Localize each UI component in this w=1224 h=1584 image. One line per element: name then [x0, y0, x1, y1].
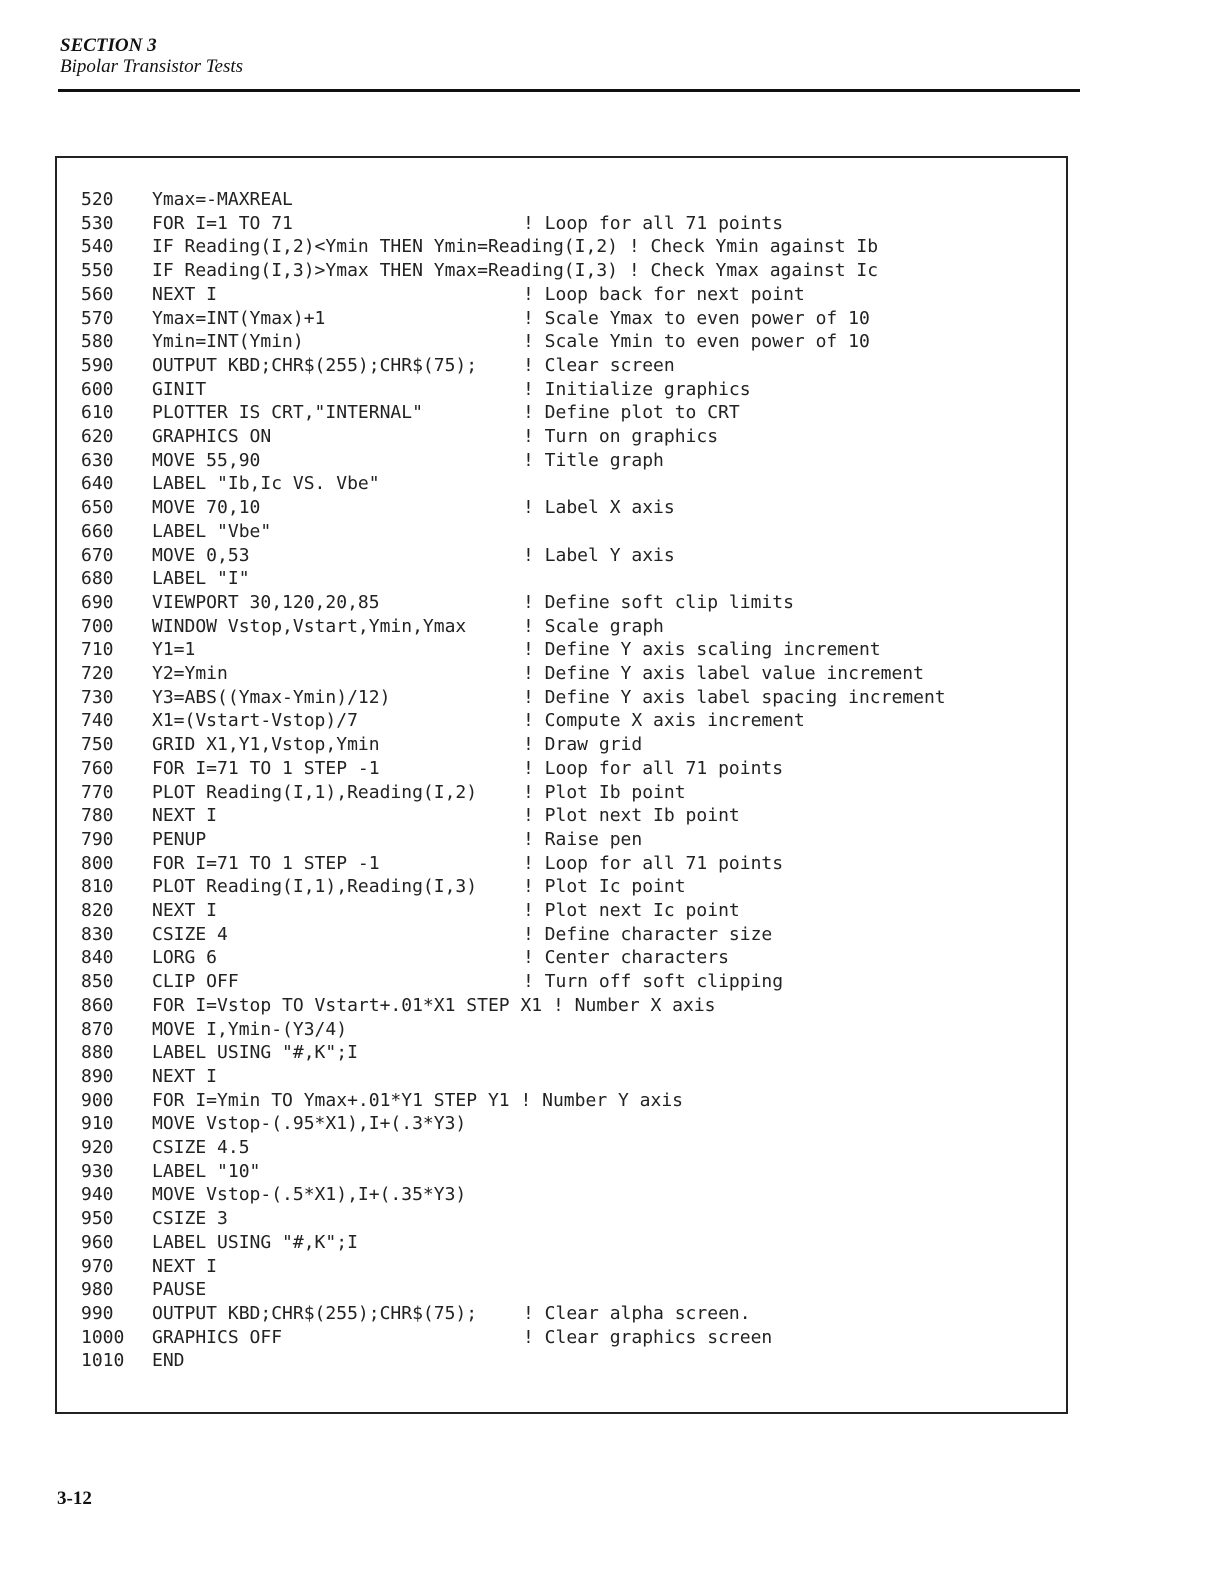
line-number: 580 [81, 331, 114, 353]
code-comment: ! Loop back for next point [523, 283, 805, 305]
section-label: SECTION 3 [60, 35, 157, 56]
code-statement: Ymax=INT(Ymax)+1 [152, 307, 326, 329]
line-number: 800 [81, 852, 114, 874]
code-comment: ! Plot next Ic point [523, 900, 740, 921]
line-number: 720 [81, 663, 114, 684]
code-comment: ! Loop for all 71 points [523, 757, 784, 779]
code-statement: NEXT I [152, 900, 218, 921]
code-statement: NEXT I [152, 805, 218, 827]
code-statement: FOR I=Ymin TO Ymax+.01*Y1 STEP Y1 ! Number Y axis [152, 1089, 684, 1111]
line-number: 640 [81, 473, 114, 495]
line-number: 750 [81, 734, 114, 756]
code-statement: NEXT I [152, 283, 218, 305]
code-comment: ! Clear screen [523, 354, 675, 376]
line-number: 850 [81, 971, 114, 993]
line-number: 590 [81, 354, 114, 376]
code-statement: MOVE 55,90 [152, 449, 261, 471]
code-statement: GRID X1,Y1,Vstop,Ymin [152, 734, 380, 756]
code-statement: GINIT [152, 378, 207, 400]
code-comment: ! Define Y axis scaling increment [523, 639, 881, 661]
line-number: 540 [81, 236, 114, 258]
line-number: 900 [81, 1089, 114, 1111]
line-number: 990 [81, 1302, 114, 1324]
code-comment: ! Title graph [523, 449, 664, 471]
line-number: 830 [81, 923, 114, 945]
code-statement: LABEL "Vbe" [152, 520, 272, 542]
code-statement: NEXT I [152, 1065, 218, 1087]
line-number: 630 [81, 449, 114, 471]
line-number: 940 [81, 1184, 114, 1206]
line-number: 760 [81, 757, 114, 779]
code-statement: GRAPHICS ON [152, 426, 272, 447]
code-statement: CLIP OFF [152, 971, 239, 993]
code-comment: ! Define soft clip limits [523, 591, 794, 613]
code-comment: ! Clear alpha screen. [523, 1302, 751, 1324]
line-number: 530 [81, 212, 114, 234]
code-comment: ! Raise pen [523, 828, 643, 850]
line-number: 690 [81, 591, 114, 613]
code-statement: IF Reading(I,2)<Ymin THEN Ymin=Reading(I,2) ! Check Ymin against Ib [152, 236, 879, 258]
code-comment: ! Scale Ymin to even power of 10 [523, 331, 870, 353]
code-statement: END [152, 1350, 185, 1372]
line-number: 680 [81, 568, 114, 590]
line-number: 560 [81, 283, 114, 305]
code-comment: ! Center characters [523, 947, 729, 969]
code-statement: OUTPUT KBD;CHR$(255);CHR$(75); [152, 354, 478, 376]
code-comment: ! Turn on graphics [523, 426, 719, 447]
code-statement: PAUSE [152, 1279, 207, 1301]
code-comment: ! Loop for all 71 points [523, 212, 784, 234]
code-statement: X1=(Vstart-Vstop)/7 [152, 710, 358, 732]
code-comment: ! Loop for all 71 points [523, 852, 784, 874]
code-statement: OUTPUT KBD;CHR$(255);CHR$(75); [152, 1302, 478, 1324]
page-number: 3-12 [57, 1488, 92, 1509]
line-number: 570 [81, 307, 114, 329]
page-header [60, 36, 243, 78]
line-number: 960 [81, 1231, 114, 1253]
code-statement: PLOTTER IS CRT,"INTERNAL" [152, 402, 423, 424]
code-statement: IF Reading(I,3)>Ymax THEN Ymax=Reading(I,3) ! Check Ymax against Ic [152, 260, 879, 282]
code-listing [55, 156, 1068, 1414]
code-statement: VIEWPORT 30,120,20,85 [152, 591, 380, 613]
line-number: 700 [81, 615, 114, 637]
code-statement: LABEL USING "#,K";I [152, 1231, 358, 1253]
line-number: 1000 [81, 1326, 125, 1348]
line-number: 710 [81, 639, 114, 661]
code-comment: ! Plot Ib point [523, 781, 686, 803]
code-statement: FOR I=71 TO 1 STEP -1 [152, 757, 380, 779]
line-number: 660 [81, 520, 114, 542]
code-statement: LABEL USING "#,K";I [152, 1042, 358, 1064]
line-number: 840 [81, 947, 114, 969]
code-comment: ! Define character size [523, 923, 773, 945]
code-statement: LABEL "10" [152, 1160, 261, 1182]
code-statement: Y2=Ymin [152, 663, 228, 684]
code-statement: LABEL "I" [152, 568, 250, 590]
code-comment: ! Initialize graphics [523, 378, 751, 400]
line-number: 520 [81, 189, 114, 210]
code-comment: ! Clear graphics screen [523, 1326, 773, 1348]
code-statement: MOVE 70,10 [152, 497, 261, 519]
code-statement: GRAPHICS OFF [152, 1326, 283, 1348]
line-number: 620 [81, 426, 114, 447]
line-number: 780 [81, 805, 114, 827]
section-title: Bipolar Transistor Tests [60, 56, 244, 77]
code-statement: WINDOW Vstop,Vstart,Ymin,Ymax [152, 615, 467, 637]
line-number: 550 [81, 260, 114, 282]
line-number: 650 [81, 497, 114, 519]
code-comment: ! Plot next Ib point [523, 805, 740, 827]
code-statement: LABEL "Ib,Ic VS. Vbe" [152, 473, 380, 495]
code-statement: FOR I=Vstop TO Vstart+.01*X1 STEP X1 ! Number X axis [152, 994, 716, 1016]
code-statement: MOVE Vstop-(.95*X1),I+(.3*Y3) [152, 1113, 467, 1135]
code-comment: ! Scale graph [523, 615, 664, 637]
code-comment: ! Define plot to CRT [523, 402, 740, 424]
code-comment: ! Scale Ymax to even power of 10 [523, 307, 870, 329]
code-comment: ! Draw grid [523, 734, 643, 756]
code-comment: ! Label Y axis [523, 544, 675, 566]
code-statement: MOVE Vstop-(.5*X1),I+(.35*Y3) [152, 1184, 467, 1206]
line-number: 740 [81, 710, 114, 732]
code-comment: ! Define Y axis label value increment [523, 663, 924, 684]
line-number: 730 [81, 686, 114, 708]
line-number: 670 [81, 544, 114, 566]
code-comment: ! Define Y axis label spacing increment [523, 686, 946, 708]
code-statement: Y3=ABS((Ymax-Ymin)/12) [152, 686, 391, 708]
code-statement: PLOT Reading(I,1),Reading(I,2) [152, 781, 478, 803]
code-statement: NEXT I [152, 1255, 218, 1277]
code-statement: FOR I=71 TO 1 STEP -1 [152, 852, 380, 874]
line-number: 1010 [81, 1350, 125, 1372]
code-statement: Ymin=INT(Ymin) [152, 331, 304, 353]
line-number: 770 [81, 781, 114, 803]
code-statement: PLOT Reading(I,1),Reading(I,3) [152, 876, 478, 898]
code-statement: CSIZE 3 [152, 1208, 228, 1230]
line-number: 810 [81, 876, 114, 898]
code-statement: CSIZE 4 [152, 923, 228, 945]
header-rule [58, 89, 1080, 92]
line-number: 950 [81, 1208, 114, 1230]
line-number: 910 [81, 1113, 114, 1135]
code-statement: PENUP [152, 828, 207, 850]
code-statement: FOR I=1 TO 71 [152, 212, 293, 234]
code-statement: MOVE 0,53 [152, 544, 250, 566]
code-statement: LORG 6 [152, 947, 218, 969]
code-statement: Y1=1 [152, 639, 196, 661]
line-number: 920 [81, 1137, 114, 1158]
line-number: 610 [81, 402, 114, 424]
line-number: 600 [81, 378, 114, 400]
code-comment: ! Compute X axis increment [523, 710, 805, 732]
line-number: 790 [81, 828, 114, 850]
line-number: 980 [81, 1279, 114, 1301]
code-statement: MOVE I,Ymin-(Y3/4) [152, 1018, 348, 1040]
code-comment: ! Turn off soft clipping [523, 971, 784, 993]
line-number: 860 [81, 994, 114, 1016]
line-number: 930 [81, 1160, 114, 1182]
line-number: 820 [81, 900, 114, 921]
line-number: 870 [81, 1018, 114, 1040]
line-number: 970 [81, 1255, 114, 1277]
code-statement: Ymax=-MAXREAL [152, 189, 293, 210]
code-statement: CSIZE 4.5 [152, 1137, 250, 1158]
line-number: 890 [81, 1065, 114, 1087]
code-comment: ! Plot Ic point [523, 876, 686, 898]
line-number: 880 [81, 1042, 114, 1064]
code-comment: ! Label X axis [523, 497, 675, 519]
